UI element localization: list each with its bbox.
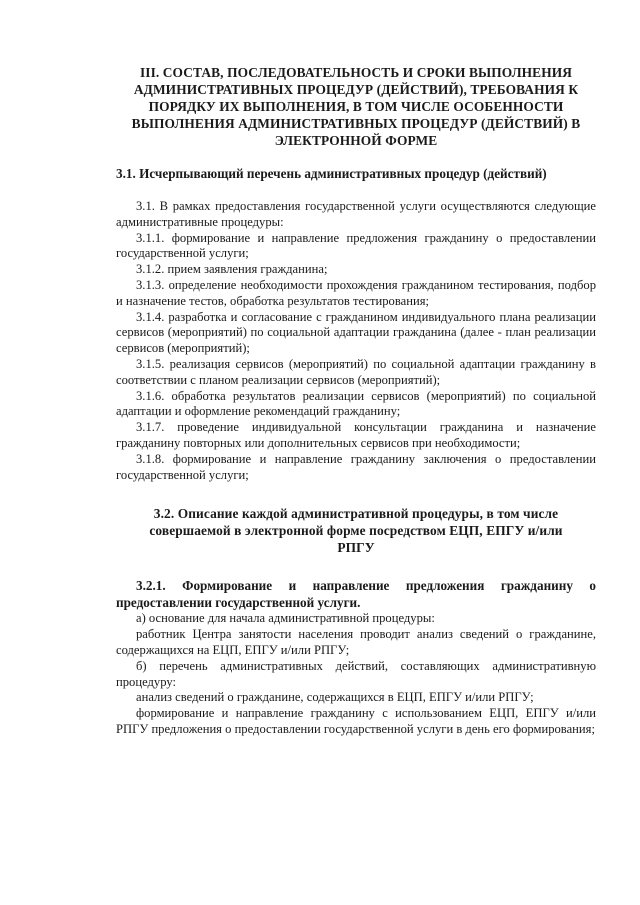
- document-page: [116, 64, 596, 738]
- list-item: 3.1.4. разработка и согласование с гражданином индивидуального плана реализации сервисов (мероприятий) по социальной адаптации гражданина (далее - план реализации сервисов (мероприятий);: [116, 309, 596, 356]
- section-3-1-heading: 3.1. Исчерпывающий перечень административных процедур (действий): [116, 166, 547, 181]
- section-3-2-1-body: [116, 611, 596, 737]
- section-3-2-heading-line: совершаемой в электронной форме посредством ЕЦП, ЕПГУ и/или: [149, 523, 563, 539]
- list-item: 3.1.6. обработка результатов реализации сервисов (мероприятий) по социальной адаптации и оформление рекомендаций гражданину;: [116, 388, 596, 419]
- section-3-heading-line: ВЫПОЛНЕНИЯ АДМИНИСТРАТИВНЫХ ПРОЦЕДУР (ДЕЙСТВИЙ) В: [131, 116, 581, 131]
- list-item: 3.1.8. формирование и направление гражданину заключения о предоставлении государственной услуги;: [116, 451, 596, 482]
- section-3-2-1-heading: 3.2.1. Формирование и направление предложения гражданину о предоставлении государственной услуги.: [116, 578, 596, 611]
- list-item: 3.1.1. формирование и направление предложения гражданину о предоставлении государственной услуги;: [116, 230, 596, 261]
- section-3-heading: [116, 64, 596, 149]
- section-3-2-heading-line: РПГУ: [337, 540, 375, 556]
- list-item: 3.1.5. реализация сервисов (мероприятий) по социальной адаптации гражданину в соответствии с планом реализации сервисов (мероприятий);: [116, 356, 596, 387]
- paragraph: работник Центра занятости населения проводит анализ сведений о гражданине, содержащихся на ЕЦП, ЕПГУ и/или РПГУ;: [116, 627, 596, 657]
- section-3-1-body: [116, 199, 596, 483]
- section-3-heading-line: ЭЛЕКТРОННОЙ ФОРМЕ: [274, 133, 438, 148]
- section-3-2-heading: [116, 505, 596, 556]
- section-3-heading-line: АДМИНИСТРАТИВНЫХ ПРОЦЕДУР (ДЕЙСТВИЙ), ТРЕБОВАНИЯ К: [133, 82, 579, 97]
- paragraph: б) перечень административных действий, составляющих административную процедуру:: [116, 658, 596, 689]
- section-3-1-intro: 3.1. В рамках предоставления государственной услуги осуществляются следующие административные процедуры:: [116, 199, 596, 229]
- list-item: 3.1.3. определение необходимости прохождения гражданином тестирования, подбор и назначение тестов, обработка результатов тестирования;: [116, 277, 596, 308]
- paragraph: анализ сведений о гражданине, содержащихся в ЕЦП, ЕПГУ и/или РПГУ;: [136, 690, 534, 705]
- list-item: 3.1.7. проведение индивидуальной консультации гражданина и назначение гражданину повторных или дополнительных сервисов при необходимости;: [116, 420, 596, 450]
- section-3-heading-line: ПОРЯДКУ ИХ ВЫПОЛНЕНИЯ, В ТОМ ЧИСЛЕ ОСОБЕННОСТИ: [148, 99, 564, 114]
- list-item: 3.1.2. прием заявления гражданина;: [136, 262, 328, 277]
- section-3-2-heading-line: 3.2. Описание каждой административной процедуры, в том числе: [153, 506, 559, 522]
- section-3-heading-line: III. СОСТАВ, ПОСЛЕДОВАТЕЛЬНОСТЬ И СРОКИ ВЫПОЛНЕНИЯ: [139, 65, 573, 80]
- paragraph: а) основание для начала административной процедуры:: [136, 611, 435, 626]
- paragraph: формирование и направление гражданину с использованием ЕЦП, ЕПГУ и/или РПГУ предложения о предоставлении государственной услуги в день его формирования;: [116, 706, 596, 736]
